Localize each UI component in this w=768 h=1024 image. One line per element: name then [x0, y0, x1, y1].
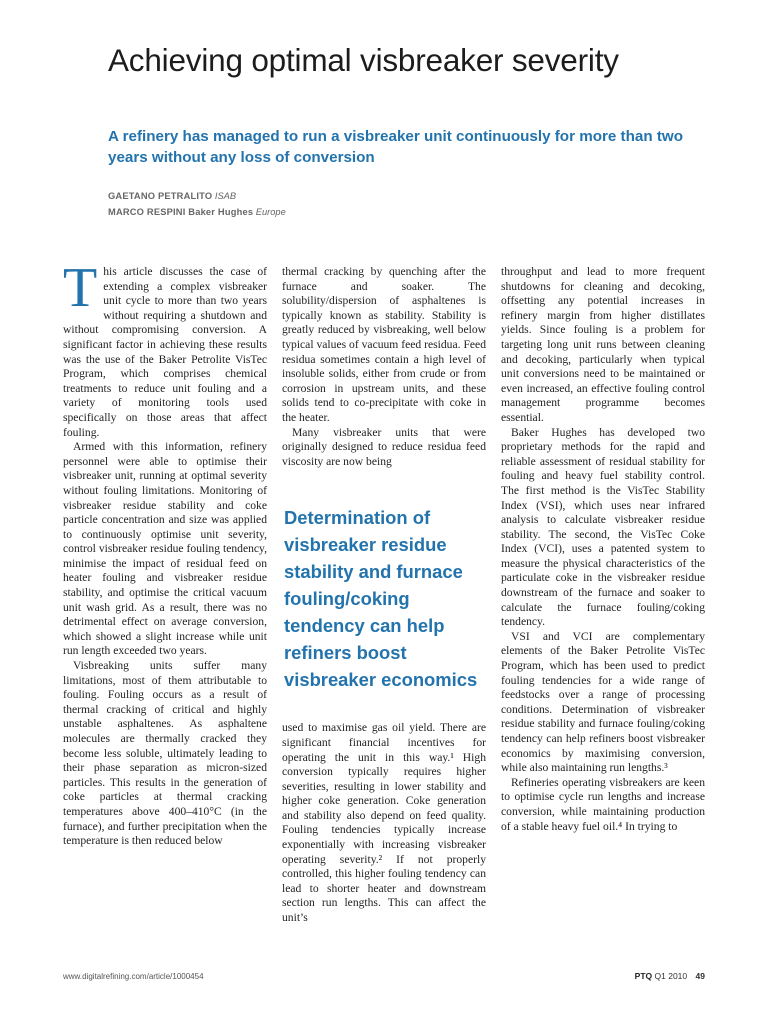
author-affiliation: Europe: [255, 207, 286, 217]
article-title: Achieving optimal visbreaker severity: [108, 42, 619, 78]
journal-issue: Q1 2010: [654, 971, 688, 981]
footer-url: www.digitalrefining.com/article/1000454: [63, 972, 204, 981]
paragraph-text: his article discusses the case of extending a complex visbreaker unit cycle to more than two years without requiring a shutdown and without compromising conversion. A significant factor in achieving these results was the use of the Baker Petrolite VisTec Program, which comprises chemical treatments to reduce unit fouling and a variety of monitoring tools used specifically on those areas that affect fouling.: [63, 265, 267, 439]
author-name: GAETANO PETRALITO: [108, 191, 213, 201]
author-name: MARCO RESPINI Baker Hughes: [108, 207, 254, 217]
body-paragraph: Refineries operating visbreakers are keen to optimise cycle run lengths and increase conversion, while maintaining production of a stable heavy fuel oil.⁴ In trying to: [501, 775, 705, 833]
page-number: 49: [695, 971, 705, 981]
drop-cap: T: [63, 257, 98, 319]
author-affiliation: ISAB: [214, 191, 237, 201]
body-paragraph: used to maximise gas oil yield. There are significant financial incentives for operating the unit in this way.¹ High conversion typically requires higher severities, resulting in lower stability and higher coke generation. Coke generation and stability also depend on feed quality. Fouling tendencies typically increase exponentially with increasing visbreaker operating severity.² If not properly controlled, this higher fouling tendency can lead to shorter heater and downstream section run lengths. This can affect the unit’s: [282, 721, 486, 925]
pull-quote: Determination of visbreaker residue stability and furnace fouling/coking tendency can help refiners boost visbreaker economics: [284, 507, 478, 691]
body-paragraph: Many visbreaker units that were originally designed to reduce residua feed viscosity are now being: [282, 425, 486, 468]
footer-journal-info: [635, 971, 705, 981]
body-column-1: [63, 257, 267, 849]
body-column-2: [282, 265, 486, 926]
article-standfirst: A refinery has managed to run a visbreaker unit continuously for more than two years without any loss of conversion: [108, 128, 683, 166]
body-column-3: [501, 265, 705, 834]
body-paragraph: Armed with this information, refinery personnel were able to optimise their visbreaker unit, running at optimal severity without fouling limitations. Monitoring of visbreaker residue stability and coke particle concentration and size was applied to continuously optimise unit severity, control visbreaker residue fouling tendency, minimise the impact of residual feed on heater fouling and visbreaker residue stability, and optimise the critical vacuum unit wash grid. As a result, there was no detrimental effect on average conversion, which showed a slight increase while unit run length exceeded two years.: [63, 440, 267, 658]
body-paragraph: VSI and VCI are complementary elements of the Baker Petrolite VisTec Program, which has been used to predict fouling tendencies for a wide range of feedstocks over a range of processing conditions. Determination of visbreaker residue stability and furnace fouling/coking tendency can help refiners boost visbreaker economics by maximising conversion, while also maintaining run lengths.³: [501, 629, 705, 775]
author-line: [108, 188, 608, 204]
author-line: [108, 204, 608, 220]
body-paragraph: throughput and lead to more frequent shutdowns for cleaning and decoking, offsetting any potential increases in refinery margin from higher distillates yields. Since fouling is a problem for targeting long unit runs between cleaning and decoking, particularly when typical unit conversions need to be maintained or even increased, an effective fouling control management programme becomes essential.: [501, 265, 705, 424]
body-paragraph: thermal cracking by quenching after the furnace and soaker. The solubility/dispersion of asphaltenes is typically known as stability. Stability is greatly reduced by visbreaking, well below typical values of vacuum feed residua. Feed residua sometimes contain a high level of insoluble solids, either from crude or from corrosion in upstream units, and these solids tend to co-precipitate with coke in the heater.: [282, 265, 486, 424]
body-paragraph: Baker Hughes has developed two proprietary methods for the rapid and reliable assessment of residual stability for fouling and heavy fuel stability control. The first method is the VisTec Stability Index (VSI), which uses near infrared analysis to calculate visbreaker residue stability. The second, the VisTec Coke Index (VCI), uses a patented system to measure the physical characteristics of the particulate coke in the visbreaker residue downstream of the furnace and soaker to calculate the furnace fouling/coking tendency.: [501, 425, 705, 629]
body-paragraph: Visbreaking units suffer many limitations, most of them attributable to fouling. Fouling occurs as a result of thermal cracking of critical and highly unstable asphaltenes. As asphaltene molecules are thermally cracked they become less soluble, ultimately leading to their phase separation as micron-sized particles. This results in the generation of coke particles at thermal cracking temperatures above 400–410°C (in the furnace), and further precipitation when the temperature is then reduced below: [63, 659, 267, 848]
author-list: [108, 188, 608, 220]
journal-name: PTQ: [634, 971, 653, 981]
body-paragraph: [63, 257, 267, 440]
